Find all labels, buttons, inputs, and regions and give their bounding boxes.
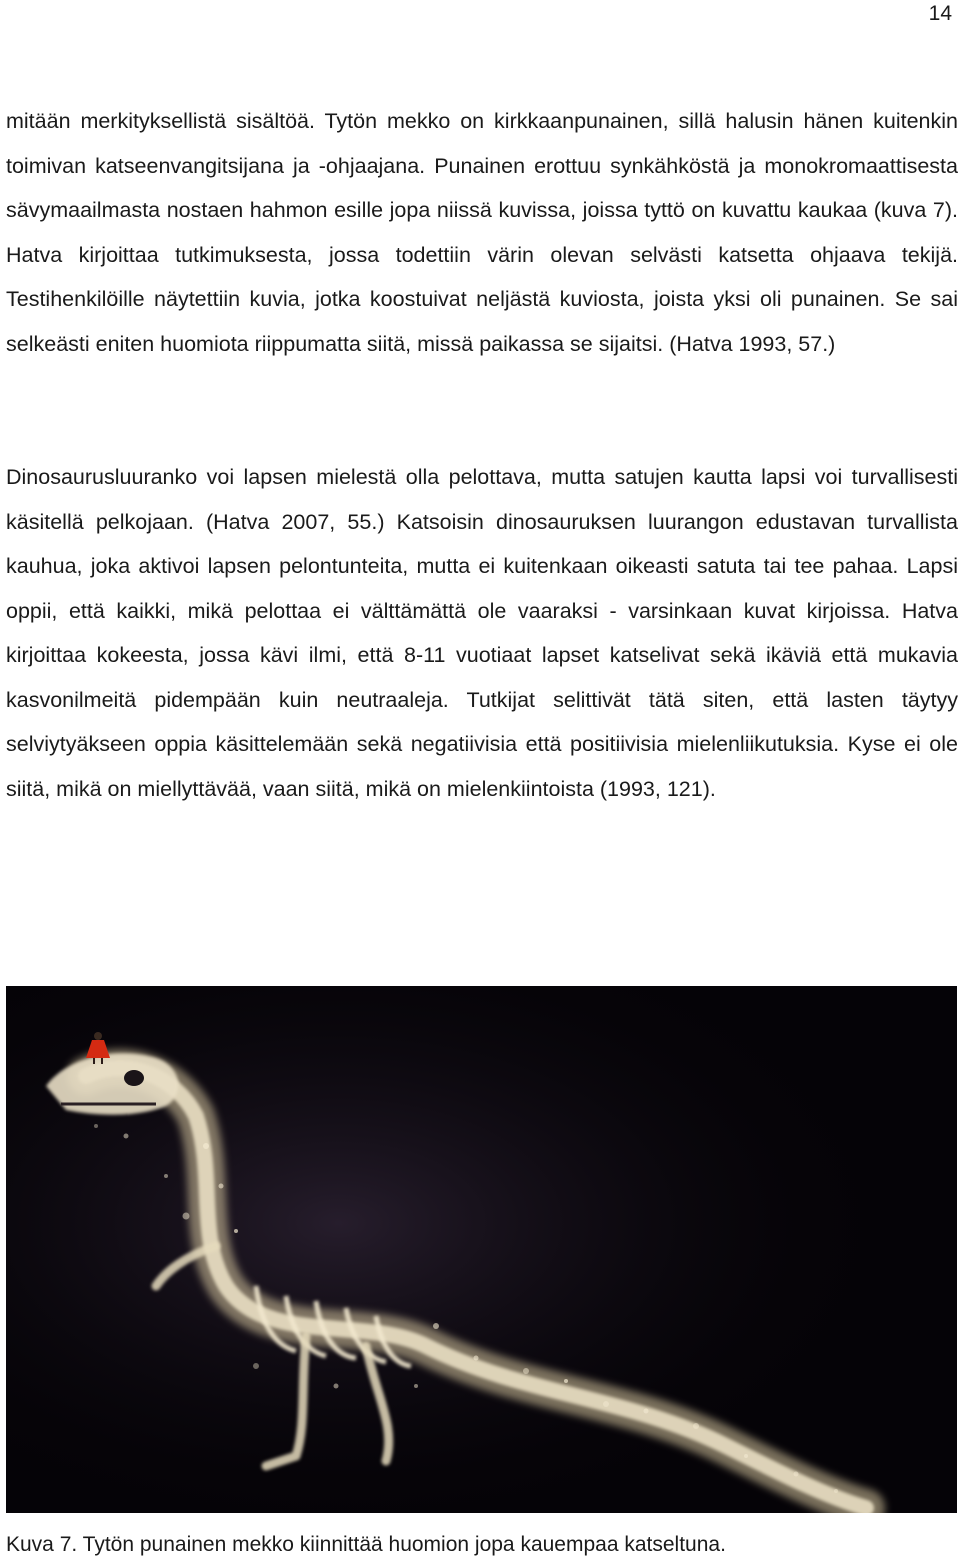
figure-dinosaur-illustration <box>6 986 957 1513</box>
figure-caption: Kuva 7. Tytön punainen mekko kiinnittää huomion jopa kauempaa katseltuna. <box>6 1533 726 1556</box>
page-number: 14 <box>928 2 952 25</box>
dinosaur-skeleton-illustration <box>6 986 957 1513</box>
body-paragraph-1: mitään merkityksellistä sisältöä. Tytön mekko on kirkkaanpunainen, sillä halusin hänen kuitenkin toimivan katseenvangitsijana ja -ohjaajana. Punainen erottuu synkähköstä ja monokromaattisesta sävymaailmasta nostaen hahmon esille jopa niissä kuvissa, joissa tyttö on kuvattu kaukaa (kuva 7). Hatva kirjoittaa tutkimuksesta, jossa todettiin värin olevan selvästi katsetta ohjaava tekijä. Testihenkilöille näytettiin kuvia, jotka koostuivat neljästä kuviosta, joista yksi oli punainen. Se sai selkeästi eniten huomiota riippumatta siitä, missä paikassa se sijaitsi. (Hatva 1993, 57.) <box>6 109 958 356</box>
body-paragraph-2: Dinosaurusluuranko voi lapsen mielestä olla pelottava, mutta satujen kautta lapsi voi turvallisesti käsitellä pelkojaan. (Hatva 2007, 55.) Katsoisin dinosauruksen luurangon edustavan turvallista kauhua, joka aktivoi lapsen pelontunteita, mutta ei kuitenkaan oikeasti satuta tai tee pahaa. Lapsi oppii, että kaikki, mikä pelottaa ei välttämättä ole vaaraksi - varsinkaan kuvat kirjoissa. Hatva kirjoittaa kokeesta, jossa kävi ilmi, että 8-11 vuotiaat lapset katselivat sekä ikäviä että mukavia kasvonilmeitä pidempään kuin neutraaleja. Tutkijat selittivät tätä siten, että lasten täytyy selviytyäkseen oppia käsittelemään sekä negatiivisia että positiivisia mielenliikutuksia. Kyse ei ole siitä, mikä on miellyttävää, vaan siitä, mikä on mielenkiintoista (1993, 121). <box>6 465 958 801</box>
